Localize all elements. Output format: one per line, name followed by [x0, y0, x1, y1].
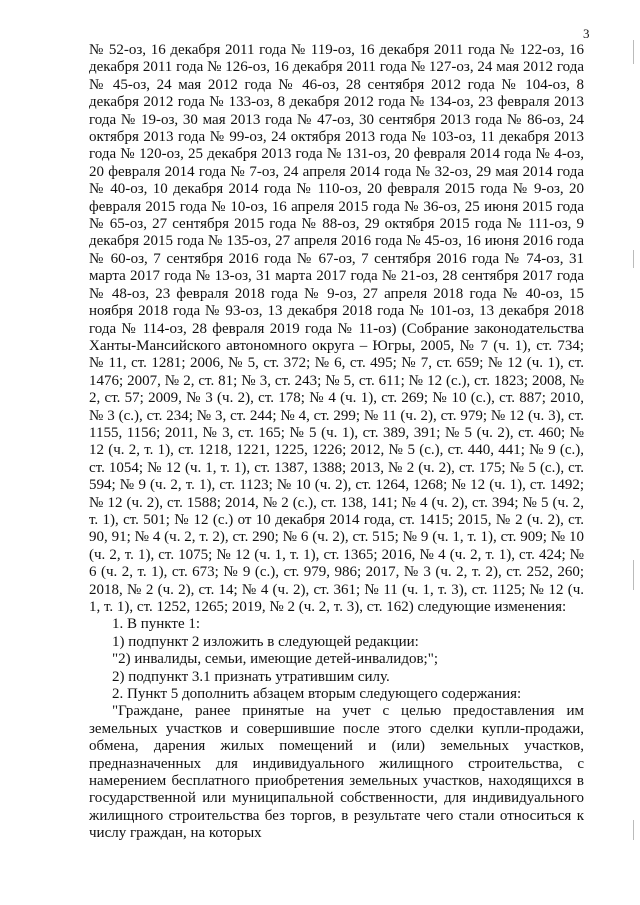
scan-edge-mark — [633, 250, 634, 268]
item-1-heading: 1. В пункте 1: — [112, 616, 201, 633]
scan-edge-mark — [633, 40, 634, 64]
subitem-2-text: 2) подпункт 3.1 признать утратившим силу. — [112, 668, 390, 685]
page-number: 3 — [583, 26, 590, 41]
document-body — [89, 42, 584, 843]
amendment-preamble-paragraph: № 52-оз, 16 декабря 2011 года № 119-оз, 16 декабря 2011 года № 122-оз, 16 декабря 2011 года № 126-оз, 16 декабря 2011 года № 127-оз, 24 мая 2012 года № 45-оз, 24 мая 2012 года № 46-оз, 28 сентября 2012 года № 104-оз, 8 декабря 2012 года № 133-оз, 8 декабря 2012 года № 134-оз, 23 февраля 2013 года № 19-оз, 30 мая 2013 года № 47-оз, 30 сентября 2013 года № 86-оз, 24 октября 2013 года № 99-оз, 24 октября 2013 года № 103-оз, 11 декабря 2013 года № 120-оз, 25 декабря 2013 года № 131-оз, 20 февраля 2014 года № 4-оз, 20 февраля 2014 года № 7-оз, 24 апреля 2014 года № 32-оз, 29 мая 2014 года № 40-оз, 10 декабря 2014 года № 110-оз, 20 февраля 2015 года № 9-оз, 20 февраля 2015 года № 10-оз, 16 апреля 2015 года № 36-оз, 25 июня 2015 года № 65-оз, 27 сентября 2015 года № 88-оз, 29 октября 2015 года № 111-оз, 9 декабря 2015 года № 135-оз, 27 апреля 2016 года № 45-оз, 16 июня 2016 года № 60-оз, 7 сентября 2016 года № 67-оз, 7 сентября 2016 года № 74-оз, 31 марта 2017 года № 13-оз, 31 марта 2017 года № 21-оз, 28 сентября 2017 года № 48-оз, 23 февраля 2018 года № 9-оз, 27 апреля 2018 года № 40-оз, 15 ноября 2018 года № 93-оз, 13 декабря 2018 года № 101-оз, 13 декабря 2018 года № 114-оз, 28 февраля 2019 года № 11-оз) (Собрание законодательства Ханты-Мансийского автономного округа – Югры, 2005, № 7 (ч. 1), ст. 734; № 11, ст. 1281; 2006, № 5, ст. 372; № 6, ст. 495; № 7, ст. 659; № 12 (ч. 1), ст. 1476; 2007, № 2, ст. 81; № 3, ст. 243; № 5, ст. 611; № 12 (с.), ст. 1823; 2008, № 2, ст. 57; 2009, № 3 (ч. 2), ст. 178; № 4 (ч. 1), ст. 269; № 10 (с.), ст. 887; 2010, № 3 (с.), ст. 234; № 3, ст. 244; № 4, ст. 299; № 11 (ч. 2), ст. 979; № 12 (ч. 3), ст. 1155, 1156; 2011, № 3, ст. 165; № 5 (ч. 1), ст. 389, 391; № 5 (ч. 2), ст. 460; № 12 (ч. 2, т. 1), ст. 1218, 1221, 1225, 1226; 2012, № 5 (с.), ст. 440, 441; № 9 (с.), ст. 1054; № 12 (ч. 1, т. 1), ст. 1387, 1388; 2013, № 2 (ч. 2), ст. 175; № 5 (с.), ст. 594; № 9 (ч. 2, т. 1), ст. 1123; № 10 (ч. 2), ст. 1264, 1268; № 12 (ч. 1), ст. 1492; № 12 (ч. 2), ст. 1588; 2014, № 2 (с.), ст. 138, 141; № 4 (ч. 2), ст. 394; № 5 (ч. 2, т. 1), ст. 501; № 12 (с.) от 10 декабря 2014 года, ст. 1415; 2015, № 2 (ч. 2), ст. 90, 91; № 4 (ч. 2, т. 2), ст. 290; № 6 (ч. 2), ст. 515; № 9 (ч. 1, т. 1), ст. 909; № 10 (ч. 2, т. 1), ст. 1075; № 12 (ч. 1, т. 1), ст. 1365; 2016, № 4 (ч. 2, т. 1), ст. 424; № 6 (ч. 2, т. 1), ст. 673; № 9 (с.), ст. 979, 986; 2017, № 3 (ч. 2, т. 2), ст. 252, 260; 2018, № 2 (ч. 2), ст. 14; № 4 (ч. 2), ст. 361; № 11 (ч. 1, т. 3), ст. 1125; № 12 (ч. 1, т. 1), ст. 1252, 1265; 2019, № 2 (ч. 2, т. 3), ст. 162) следующие изменения: — [89, 42, 584, 615]
item-2-heading: 2. Пункт 5 дополнить абзацем вторым следующего содержания: — [112, 686, 522, 703]
scan-edge-mark — [633, 820, 634, 840]
scan-edge-mark — [633, 560, 634, 590]
subitem-2-new-wording: "2) инвалиды, семьи, имеющие детей-инвалидов;"; — [112, 651, 438, 668]
subitem-1-text: 1) подпункт 2 изложить в следующей редакции: — [112, 633, 419, 650]
new-paragraph-text: "Граждане, ранее принятые на учет с целью предоставления им земельных участков и совершившие после этого сделки купли-продажи, обмена, дарения жилых помещений и (или) земельных участков, предназначенных для индивидуального жилищного строительства, с намерением бесплатного приобретения земельных участков, находящихся в государственной или муниципальной собственности, для индивидуального жилищного строительства без торгов, в результате чего стали относиться к числу граждан, на которых — [89, 703, 584, 842]
